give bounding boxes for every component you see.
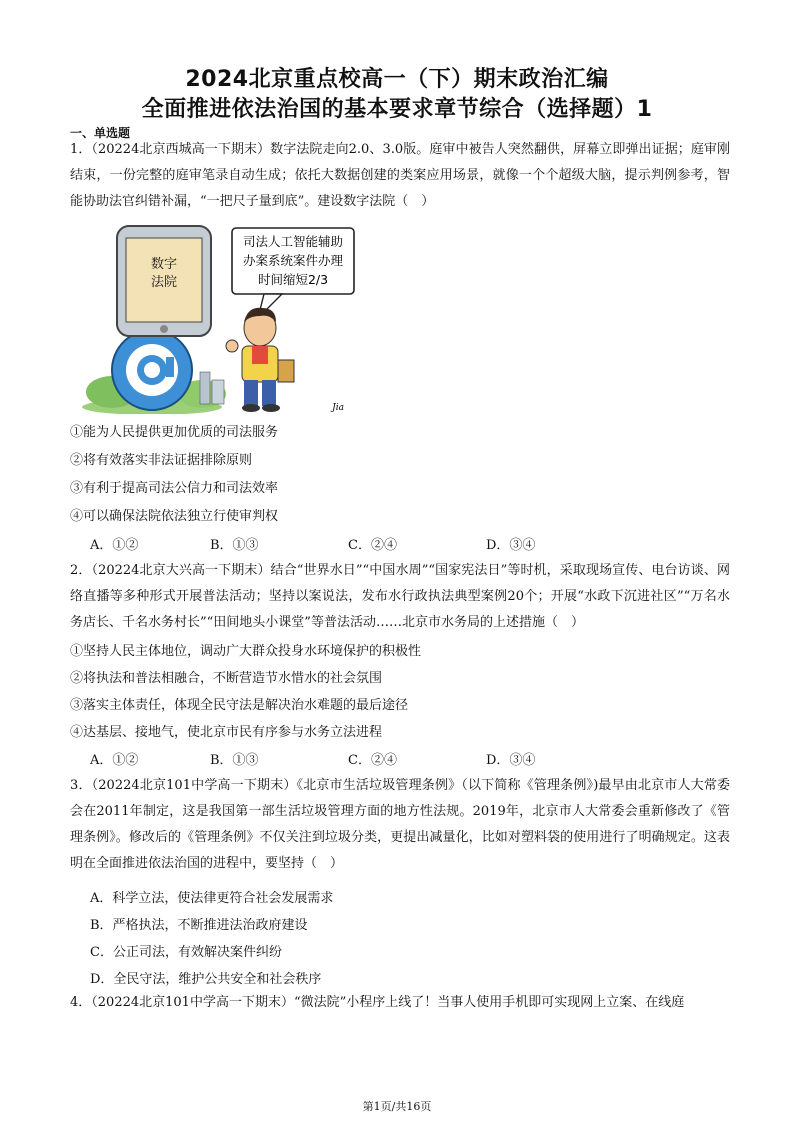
q3-choice-c: C．公正司法，有效解决案件纠纷 (90, 945, 282, 960)
q1-statement-1: ①能为人民提供更加优质的司法服务 (70, 425, 279, 440)
q1-statement-4: ④可以确保法院依法独立行使审判权 (70, 509, 279, 524)
question-1-stem: 1．（20224北京西城高一下期末）数字法院走向2.0、3.0版。庭审中被告人突然翻供，屏幕立即弹出证据；庭审刚结束，一份完整的庭审笔录自动生成；依托大数据创建的类案应用场景，就像一个个超级大脑，提示判例参考，智能协助法官纠错补漏，“一把尺子量到底”。建设数字法院（ ） (70, 142, 730, 209)
q3-choice-d: D．全民守法，维护公共安全和社会秩序 (90, 972, 322, 987)
illustration-signature: Jia (332, 403, 344, 413)
question-4-stem: 4．（20224北京101中学高一下期末）“微法院”小程序上线了！当事人使用手机即可实现网上立案、在线庭 (70, 995, 685, 1010)
q3-choice-a: A．科学立法，使法律更符合社会发展需求 (90, 891, 334, 906)
document-title-line1: 2024北京重点校高一（下）期末政治汇编 (185, 67, 609, 92)
q1-choice-b: B．①③ (210, 538, 259, 553)
q1-choice-d: D．③④ (486, 538, 536, 553)
document-title-line2: 全面推进依法治国的基本要求章节综合（选择题）1 (141, 97, 653, 122)
question-2-stem: 2．（20224北京大兴高一下期末）结合“世界水日”“中国水周”“国家宪法日”等时机，采取现场宣传、电台访谈、网络直播等多种形式开展普法活动；坚持以案说法，发布水行政执法典型案例20个；开展“水政下沉进社区”“万名水务店长、千名水务村长”“田间地头小课堂”等普法活动……北京市水务局的上述措施（ ） (70, 563, 730, 630)
q2-choice-b: B．①③ (210, 753, 259, 768)
q1-statement-2: ②将有效落实非法证据排除原则 (70, 453, 253, 468)
q1-choice-a: A．①② (90, 538, 139, 553)
speech-bubble-line3: 时间缩短2/3 (257, 272, 329, 287)
section-label: 一、单选题 (70, 126, 131, 140)
q2-choice-a: A．①② (90, 753, 139, 768)
q1-choice-c: C．②④ (348, 538, 397, 553)
q2-statement-2: ②将执法和普法相融合，不断营造节水惜水的社会氛围 (70, 671, 383, 686)
q2-statement-3: ③落实主体责任，体现全民守法是解决治水难题的最后途径 (70, 698, 409, 713)
q2-choice-d: D．③④ (486, 753, 536, 768)
page-footer: 第1页/共16页 (362, 1100, 432, 1113)
q2-statement-1: ①坚持人民主体地位，调动广大群众投身水环境保护的积极性 (70, 644, 422, 659)
q2-statement-4: ④达基层、接地气，使北京市民有序参与水务立法进程 (70, 725, 383, 740)
q1-statement-3: ③有利于提高司法公信力和司法效率 (70, 481, 279, 496)
phone-screen-text-line1: 数字 (150, 257, 178, 272)
phone-screen-text-line2: 法院 (150, 275, 178, 290)
q3-choice-b: B．严格执法，不断推进法治政府建设 (90, 918, 308, 933)
speech-bubble-line1: 司法人工智能辅助 (242, 234, 344, 249)
digital-court-illustration (82, 222, 360, 414)
speech-bubble-line2: 办案系统案件办理 (242, 253, 344, 268)
question-3-stem: 3．（20224北京101中学高一下期末）《北京市生活垃圾管理条例》（以下简称《管理条例》)最早由北京市人大常委会在2011年制定，这是我国第一部生活垃圾管理方面的地方性法规。2019年，北京市人大常委会重新修改了《管理条例》。修改后的《管理条例》不仅关注到垃圾分类，更提出减量化，比如对塑料袋的使用进行了明确规定。这表明在全面推进依法治国的进程中，要坚持（ ） (70, 778, 730, 871)
q2-choice-c: C．②④ (348, 753, 397, 768)
